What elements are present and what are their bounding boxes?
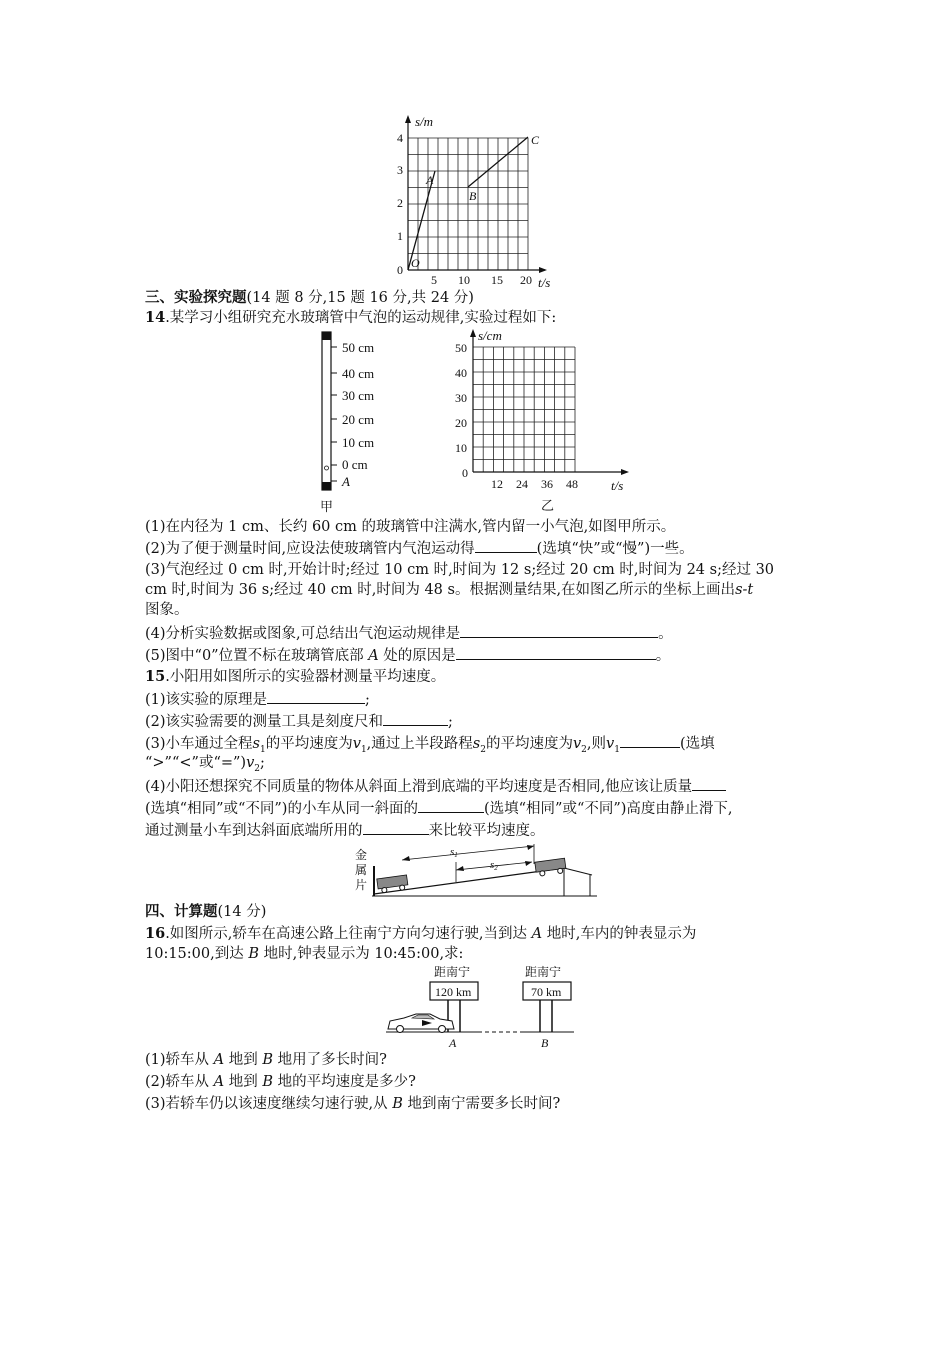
section4-heading [145,902,815,922]
q16-s1-a: A [213,1052,225,1068]
q15-l3-s2: s [472,736,481,752]
section3-note: (14 题 8 分,15 题 16 分,共 24 分) [246,290,474,306]
q15-blank-time[interactable] [363,820,429,835]
q15-l4b: (选填“相同”或“不同”)的小车从同一斜面的 [145,801,418,817]
q15-incline-figure [352,842,602,900]
q16-sub-2 [145,1072,815,1092]
tube-mark-20: 20 cm [342,412,375,427]
q14-st-label: s-t [735,582,754,598]
q16-s1a: (1)轿车从 [145,1052,210,1068]
q15-l3f: (选填 [679,736,715,752]
q15-line-4 [145,776,815,797]
q13-point-a: A [426,173,434,187]
q13-x-label: t/s [538,275,551,290]
tube-mark-10: 10 cm [342,435,375,450]
q15-l3-v2b-sub: 2 [254,763,261,774]
section3-heading [145,288,815,308]
q14-y-tick-0: 0 [462,466,468,480]
q13-y-tick-2: 2 [397,196,403,210]
q14-y-tick-20: 20 [455,416,467,430]
q13-x-tick-20: 20 [520,273,532,287]
q15-l4a: (4)小阳还想探究不同质量的物体从斜面上滑到底端的平均速度是否相同,他应该让质量 [145,779,693,795]
q15-stem-text: .小阳用如图所示的实验器材测量平均速度。 [165,669,446,685]
q15-blank-compare[interactable] [620,733,680,748]
q14-line-4a: (4)分析实验数据或图象,可总结出气泡运动规律是 [145,626,461,642]
q14-y-label: s/cm [478,328,502,343]
q16-l2b: 地时,钟表显示为 10:45:00,求: [263,946,464,962]
q15-l3-v1: v [352,736,361,752]
sign-a-value: 120 km [435,985,472,999]
q16-road-figure [382,962,582,1052]
fig-metal-1: 金 [355,848,368,862]
fig-metal-2: 属 [355,863,368,877]
q14-stem [145,308,815,328]
q15-l3d: 的平均速度为 [485,736,573,752]
caption-jia: 甲 [320,499,334,514]
q16-s2-a: A [213,1074,225,1090]
q14-line-4b: 。 [658,626,673,642]
q16-s2c: 地的平均速度是多少? [277,1074,416,1090]
q15-l3c: ,通过上半段路程 [366,736,473,752]
q15-blank-tool[interactable] [383,711,448,726]
caption-yi: 乙 [541,498,555,513]
q14-x-tick-48: 48 [566,477,578,491]
q14-stem-text: .某学习小组研究充水玻璃管中气泡的运动规律,实验过程如下: [165,310,557,326]
q15-l3-v2-sub: 2 [581,744,587,755]
q14-line-5c: 处的原因是 [383,648,456,664]
q14-line-5-a: A [368,648,379,664]
q15-l3a: (3)小车通过全程 [145,736,253,752]
q15-line-1 [145,689,815,710]
q14-line-3-end: 图象。 [145,602,189,618]
fig-s2: s2 [490,859,498,872]
q14-line-3-cont [145,580,815,600]
q14-y-tick-10: 10 [455,441,467,455]
q14-y-tick-50: 50 [455,341,467,355]
tube-mark-30: 30 cm [342,388,375,403]
q15-stem [145,667,815,687]
q16-stem-text: .如图所示,轿车在高速公路上往南宁方向匀速行驶,当到达 [165,926,528,942]
q13-x-tick-15: 15 [491,273,503,287]
q15-blank-height[interactable] [418,798,484,813]
sign-b-top: 距南宁 [525,965,562,979]
q14-num: 14 [145,309,166,326]
sign-a-top: 距南宁 [434,965,471,979]
q15-l3-v1-sub: 1 [360,744,367,755]
fig-metal-3: 片 [355,878,368,892]
q15-l3-s1: s [252,736,260,752]
label-a: A [449,1036,457,1050]
q15-l4e: 来比较平均速度。 [428,823,545,839]
q15-line-2b: ; [448,714,453,730]
tube-mark-50: 50 cm [342,340,375,355]
q14-blank-reason[interactable] [456,645,656,660]
q16-stem-a: A [531,926,543,942]
q16-stem-text-2: 地时,车内的钟表显示为 [546,926,697,942]
q14-line-3b: cm 时,时间为 36 s;经过 40 cm 时,时间为 48 s。根据测量结果,在如图乙所示的坐标上画出 [145,582,736,598]
q14-x-tick-24: 24 [516,477,528,491]
q16-sub-3 [145,1094,815,1114]
q13-y-tick-1: 1 [397,229,403,243]
q15-line-1b: ; [365,692,370,708]
q15-line-1a: (1)该实验的原理是 [145,692,268,708]
car-icon [388,1014,454,1033]
q16-s2b: 地到 [228,1074,258,1090]
q15-line-2a: (2)该实验需要的测量工具是刻度尺和 [145,714,384,730]
q14-line-5 [145,645,815,666]
q14-line-4 [145,623,815,644]
q15-l3-v1b: v [606,736,615,752]
q15-l3b: 的平均速度为 [265,736,353,752]
q16-num: 16 [145,925,166,942]
section4-note: (14 分) [217,904,267,920]
q13-y-tick-0: 0 [397,263,403,277]
q14-line-3: (3)气泡经过 0 cm 时,开始计时;经过 10 cm 时,时间为 12 s;经过 20 cm 时,时间为 24 s;经过 30 [145,562,775,578]
fig-s1: s1 [450,846,458,859]
q15-l3-v1b-sub: 1 [614,744,620,755]
q16-s2-b: B [262,1074,274,1090]
q14-line-5a: (5)图中“0”位置不标在玻璃管底部 [145,648,364,664]
q15-num: 15 [145,668,166,685]
q16-s1c: 地用了多长时间? [277,1052,387,1068]
q16-s1b: 地到 [228,1052,258,1068]
q15-l3h: ; [260,755,265,771]
q14-blank-rule[interactable] [460,623,658,638]
sign-b-value: 70 km [531,985,562,999]
q15-line-4-cont [145,798,815,819]
q14-x-tick-12: 12 [491,477,503,491]
q13-y-tick-3: 3 [397,163,403,177]
q16-s3b: 地到南宁需要多长时间? [407,1096,561,1112]
q13-x-tick-10: 10 [458,273,470,287]
q16-s3-b: B [392,1096,403,1112]
q15-line-3-cont [145,753,815,779]
q15-blank-principle[interactable] [267,689,365,704]
q13-y-label: s/m [415,114,434,129]
q13-origin: O [411,256,420,270]
q13-y-tick-4: 4 [397,131,403,145]
q14-line-5d: 。 [655,648,671,664]
q13-point-b: B [469,189,477,203]
q14-x-tick-36: 36 [541,477,553,491]
q15-blank-mass[interactable] [692,776,726,791]
q14-line-2b: (选填“快”或“慢”)一些。 [536,541,694,557]
q15-line-4-end [145,820,815,841]
section4-title: 四、计算题 [145,903,218,920]
q16-s1-b: B [262,1052,274,1068]
tube-mark-40: 40 cm [342,366,375,381]
q16-stem [145,924,815,944]
tube-mark-0: 0 cm [342,457,368,472]
q16-line-2 [145,944,815,964]
q15-l3g: “>”“<”或“=”) [145,755,247,771]
q15-l3-v2b: v [246,755,255,771]
q13-x-tick-5: 5 [431,273,437,287]
q14-line-1: (1)在内径为 1 cm、长约 60 cm 的玻璃管中注满水,管内留一小气泡,如图甲所示。 [145,519,676,535]
q14-y-tick-30: 30 [455,391,467,405]
q15-l4d: 通过测量小车到达斜面底端所用的 [145,823,363,839]
q15-l4c: (选填“相同”或“不同”)高度由静止滑下, [483,801,733,817]
q14-st-grid [448,326,638,516]
q15-line-2 [145,711,815,732]
q14-line-2a: (2)为了便于测量时间,应设法使玻璃管内气泡运动得 [145,541,475,557]
q14-y-tick-40: 40 [455,366,467,380]
q16-sub-1 [145,1050,815,1070]
q14-x-label: t/s [611,478,624,493]
q16-l2: 10:15:00,到达 [145,946,244,962]
q16-s2a: (2)轿车从 [145,1074,210,1090]
q16-l2-b: B [248,946,259,962]
tube-bottom-a: A [342,474,350,489]
q16-s3a: (3)若轿车仍以该速度继续匀速行驶,从 [145,1096,388,1112]
q14-blank-speed[interactable] [475,538,537,553]
q14-glass-tube [315,330,425,515]
q15-l3e: ,则 [586,736,607,752]
q15-l3-s2-sub: 2 [480,744,486,755]
q13-point-c: C [531,133,540,147]
label-b: B [541,1036,549,1050]
q15-l3-v2: v [572,736,582,752]
q15-l3-s1-sub: 1 [260,744,266,755]
q14-line-2 [145,538,815,559]
q13-st-graph [385,112,565,292]
section3-title: 三、实验探究题 [145,289,247,306]
